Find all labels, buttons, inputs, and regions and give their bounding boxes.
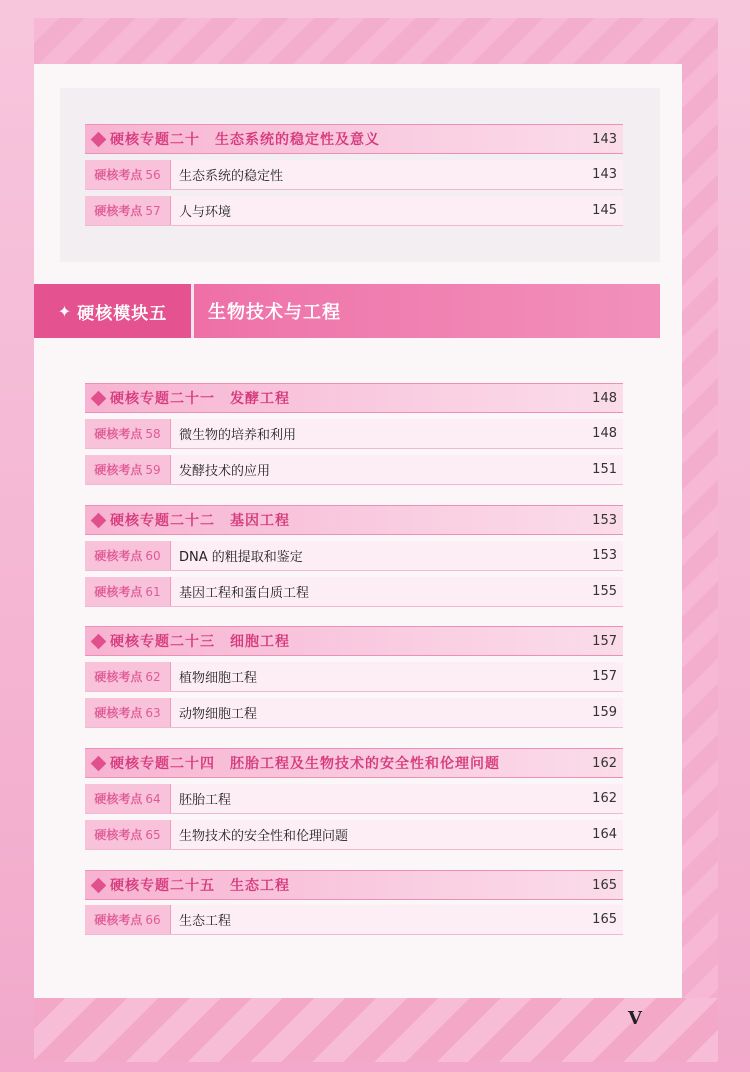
key-point-tag-label: 硬核考点: [94, 463, 143, 477]
page-number: V: [628, 1008, 642, 1029]
key-point-tag: [85, 698, 171, 727]
diamond-icon: [91, 131, 107, 147]
key-point-number: 60: [145, 548, 161, 563]
key-point-number: 65: [145, 827, 161, 842]
special-topic-title: 硬核专题二十四 胚胎工程及生物技术的安全性和伦理问题: [110, 756, 500, 772]
key-point-tag: [85, 784, 171, 813]
diamond-icon: [91, 390, 107, 406]
key-point-tag: [85, 455, 171, 484]
special-topic-row[interactable]: [85, 505, 623, 535]
key-point-tag-label: 硬核考点: [94, 168, 143, 182]
key-point-tag: [85, 196, 171, 225]
key-point-number: 63: [145, 705, 161, 720]
key-point-number: 56: [145, 167, 161, 182]
special-topic-title: 硬核专题二十一 发酵工程: [110, 391, 290, 407]
key-point-title: 生态工程: [179, 914, 232, 929]
key-point-row[interactable]: [85, 784, 623, 814]
special-topic-title: 硬核专题二十三 细胞工程: [110, 634, 290, 650]
key-point-title: 人与环境: [179, 205, 232, 220]
key-point-number: 64: [145, 791, 161, 806]
key-point-number: 58: [145, 426, 161, 441]
diamond-icon: [91, 512, 107, 528]
key-point-row[interactable]: [85, 196, 623, 226]
key-point-tag-label: 硬核考点: [94, 792, 143, 806]
key-point-number: 66: [145, 912, 161, 927]
key-point-title: 微生物的培养和利用: [179, 428, 297, 443]
sparkle-icon: ✦: [57, 301, 72, 321]
key-point-tag-label: 硬核考点: [94, 706, 143, 720]
key-point-number: 57: [145, 203, 161, 218]
key-point-tag: [85, 662, 171, 691]
special-topic-row[interactable]: [85, 383, 623, 413]
key-point-row[interactable]: [85, 820, 623, 850]
key-point-row[interactable]: [85, 905, 623, 935]
page-ref: 151: [592, 462, 617, 477]
page-ref: 157: [592, 669, 617, 684]
page-ref: 162: [592, 791, 617, 806]
special-topic-row[interactable]: [85, 870, 623, 900]
key-point-title: 生态系统的稳定性: [179, 169, 284, 184]
special-topic-row[interactable]: [85, 748, 623, 778]
page-ref: 143: [592, 131, 617, 147]
key-point-row[interactable]: [85, 419, 623, 449]
key-point-tag: [85, 419, 171, 448]
key-point-tag: [85, 905, 171, 934]
module-title: 生物技术与工程: [208, 302, 341, 323]
key-point-tag-label: 硬核考点: [94, 427, 143, 441]
key-point-tag-label: 硬核考点: [94, 828, 143, 842]
key-point-title: DNA 的粗提取和鉴定: [179, 550, 303, 565]
diamond-icon: [91, 755, 107, 771]
bottom-decorative-band: [34, 998, 718, 1062]
page-ref: 159: [592, 705, 617, 720]
key-point-tag: [85, 541, 171, 570]
key-point-tag-label: 硬核考点: [94, 549, 143, 563]
page-ref: 153: [592, 548, 617, 563]
key-point-title: 胚胎工程: [179, 793, 232, 808]
page-ref: 145: [592, 203, 617, 218]
special-topic-title: 硬核专题二十二 基因工程: [110, 513, 290, 529]
key-point-title: 动物细胞工程: [179, 707, 258, 722]
page-ref: 162: [592, 755, 617, 771]
key-point-row[interactable]: [85, 698, 623, 728]
key-point-title: 发酵技术的应用: [179, 464, 271, 479]
key-point-number: 59: [145, 462, 161, 477]
key-point-number: 62: [145, 669, 161, 684]
page-ref: 157: [592, 633, 617, 649]
page-ref: 155: [592, 584, 617, 599]
key-point-row[interactable]: [85, 160, 623, 190]
key-point-title: 植物细胞工程: [179, 671, 258, 686]
key-point-tag: [85, 160, 171, 189]
key-point-row[interactable]: [85, 662, 623, 692]
module-label: 硬核模块五: [77, 303, 168, 324]
page-ref: 148: [592, 426, 617, 441]
key-point-tag-label: 硬核考点: [94, 585, 143, 599]
page-ref: 143: [592, 167, 617, 182]
special-topic-row[interactable]: [85, 124, 623, 154]
key-point-title: 基因工程和蛋白质工程: [179, 586, 310, 601]
module-label-block: [34, 284, 194, 338]
diamond-icon: [91, 877, 107, 893]
key-point-number: 61: [145, 584, 161, 599]
special-topic-title: 硬核专题二十 生态系统的稳定性及意义: [110, 132, 380, 148]
key-point-row[interactable]: [85, 455, 623, 485]
page-ref: 165: [592, 877, 617, 893]
diamond-icon: [91, 633, 107, 649]
page-ref: 153: [592, 512, 617, 528]
special-topic-row[interactable]: [85, 626, 623, 656]
key-point-tag: [85, 820, 171, 849]
page-ref: 165: [592, 912, 617, 927]
key-point-row[interactable]: [85, 541, 623, 571]
key-point-row[interactable]: [85, 577, 623, 607]
page-ref: 148: [592, 390, 617, 406]
special-topic-title: 硬核专题二十五 生态工程: [110, 878, 290, 894]
key-point-tag-label: 硬核考点: [94, 670, 143, 684]
key-point-title: 生物技术的安全性和伦理问题: [179, 829, 349, 844]
key-point-tag-label: 硬核考点: [94, 204, 143, 218]
key-point-tag-label: 硬核考点: [94, 913, 143, 927]
module-header: [34, 284, 660, 338]
page-ref: 164: [592, 827, 617, 842]
key-point-tag: [85, 577, 171, 606]
